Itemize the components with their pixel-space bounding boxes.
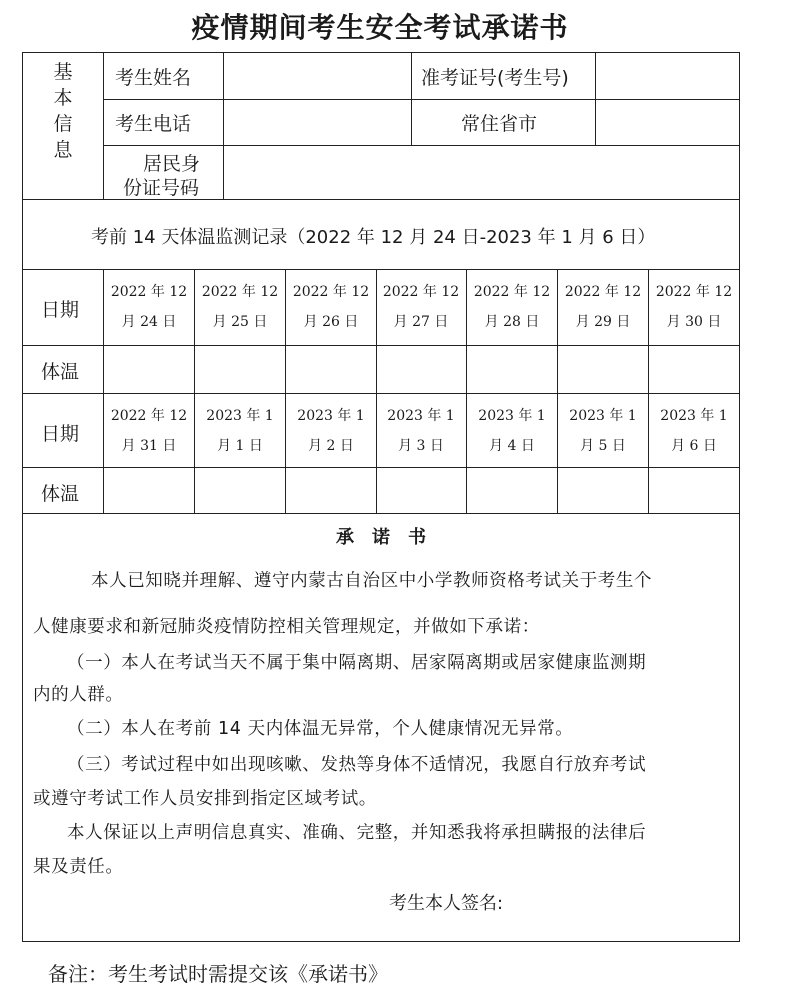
name-field[interactable] (224, 53, 410, 98)
divider (23, 393, 739, 394)
divider (103, 53, 104, 199)
date-line2: 月 27 日 (393, 314, 449, 330)
pledge-line: （三）考试过程中如出现咳嗽、发热等身体不适情况，我愿自行放弃考试 (67, 755, 647, 775)
date-line2: 月 26 日 (303, 314, 359, 330)
date-line2: 月 1 日 (217, 438, 263, 454)
date-cell (649, 401, 739, 461)
name-label: 考生姓名 (115, 67, 192, 89)
page-title: 疫情期间考生安全考试承诺书 (191, 11, 569, 44)
date-line1: 2023 年 1 (660, 408, 728, 424)
date-line2: 月 30 日 (666, 314, 722, 330)
date-cell (376, 277, 466, 337)
date-cell (558, 401, 648, 461)
date-line1: 2023 年 1 (569, 408, 637, 424)
date-line1: 2023 年 1 (478, 408, 546, 424)
section-label-basic-info (23, 59, 103, 163)
ticket-number-label: 准考证号(考生号) (421, 67, 569, 89)
date-line1: 2022 年 12 (473, 284, 551, 300)
date-cell (104, 277, 194, 337)
date-cell (286, 401, 376, 461)
date-line2: 月 28 日 (484, 314, 540, 330)
pledge-line: 本人保证以上声明信息真实、准确、完整，并知悉我将承担瞒报的法律后 (67, 823, 647, 843)
date-cell (467, 277, 557, 337)
divider (23, 269, 739, 270)
date-line2: 月 24 日 (121, 314, 177, 330)
footnote: 备注：考生考试时需提交该《承诺书》 (48, 962, 388, 986)
date-line1: 2022 年 12 (382, 284, 460, 300)
date-line1: 2022 年 12 (292, 284, 370, 300)
id-number-field[interactable] (224, 146, 738, 198)
divider (23, 513, 739, 514)
pledge-line: 或遵守考试工作人员安排到指定区域考试。 (33, 789, 377, 809)
temperature-input[interactable] (467, 346, 556, 392)
phone-label: 考生电话 (115, 113, 192, 135)
date-line2: 月 3 日 (398, 438, 444, 454)
date-line1: 2022 年 12 (564, 284, 642, 300)
date-cell (104, 401, 194, 461)
ticket-number-field[interactable] (596, 53, 738, 98)
date-line2: 月 4 日 (489, 438, 535, 454)
temperature-row-label: 体温 (41, 483, 80, 505)
date-cell (467, 401, 557, 461)
signature-field[interactable] (523, 883, 723, 919)
residence-field[interactable] (596, 100, 738, 144)
temperature-input[interactable] (377, 346, 465, 392)
date-line1: 2023 年 1 (297, 408, 365, 424)
temperature-input[interactable] (467, 468, 556, 512)
date-line1: 2022 年 12 (201, 284, 279, 300)
date-cell (195, 277, 285, 337)
temperature-input[interactable] (649, 468, 738, 512)
temperature-record-title: 考前 14 天体温监测记录（2022 年 12 月 24 日-2023 年 1 月 6 日） (91, 227, 656, 248)
date-cell (376, 401, 466, 461)
date-line2: 月 29 日 (575, 314, 631, 330)
temperature-input[interactable] (195, 468, 284, 512)
temperature-input[interactable] (104, 468, 193, 512)
pledge-line: （一）本人在考试当天不属于集中隔离期、居家隔离期或居家健康监测期 (67, 653, 647, 673)
residence-label: 常住省市 (461, 113, 538, 135)
temperature-input[interactable] (286, 468, 375, 512)
temperature-input[interactable] (104, 346, 193, 392)
date-cell (195, 401, 285, 461)
temperature-input[interactable] (377, 468, 465, 512)
date-line1: 2022 年 12 (110, 408, 188, 424)
temperature-input[interactable] (558, 346, 647, 392)
date-row-label: 日期 (41, 299, 80, 321)
pledge-line: 本人已知晓并理解、遵守内蒙古自治区中小学教师资格考试关于考生个 (91, 571, 653, 591)
pledge-line: 果及责任。 (33, 857, 124, 877)
temperature-input[interactable] (649, 346, 738, 392)
temperature-input[interactable] (558, 468, 647, 512)
pledge-form (22, 52, 740, 942)
pledge-line: 人健康要求和新冠肺炎疫情防控相关管理规定，并做如下承诺： (33, 617, 540, 637)
section-char: 基 (53, 61, 73, 83)
date-line1: 2023 年 1 (387, 408, 455, 424)
date-line1: 2022 年 12 (655, 284, 733, 300)
date-line2: 月 25 日 (212, 314, 268, 330)
date-line2: 月 6 日 (671, 438, 717, 454)
date-line1: 2022 年 12 (110, 284, 188, 300)
pledge-line: 内的人群。 (33, 685, 124, 705)
section-char: 本 (53, 87, 73, 109)
pledge-heading: 承 诺 书 (336, 527, 426, 548)
temperature-input[interactable] (286, 346, 375, 392)
section-char: 息 (53, 139, 73, 161)
date-line2: 月 5 日 (580, 438, 626, 454)
date-line2: 月 2 日 (308, 438, 354, 454)
id-number-label-line2: 份证号码 (123, 177, 200, 199)
temperature-input[interactable] (195, 346, 284, 392)
date-cell (558, 277, 648, 337)
phone-field[interactable] (224, 100, 410, 144)
date-line1: 2023 年 1 (206, 408, 274, 424)
signature-label: 考生本人签名: (389, 893, 504, 914)
date-line2: 月 31 日 (121, 438, 177, 454)
date-row-label: 日期 (41, 423, 80, 445)
id-number-label-line1: 居民身 (143, 153, 201, 175)
section-char: 信 (53, 113, 73, 135)
temperature-row-label: 体温 (41, 361, 80, 383)
pledge-line: （二）本人在考前 14 天内体温无异常，个人健康情况无异常。 (67, 719, 574, 739)
date-cell (649, 277, 739, 337)
date-cell (286, 277, 376, 337)
